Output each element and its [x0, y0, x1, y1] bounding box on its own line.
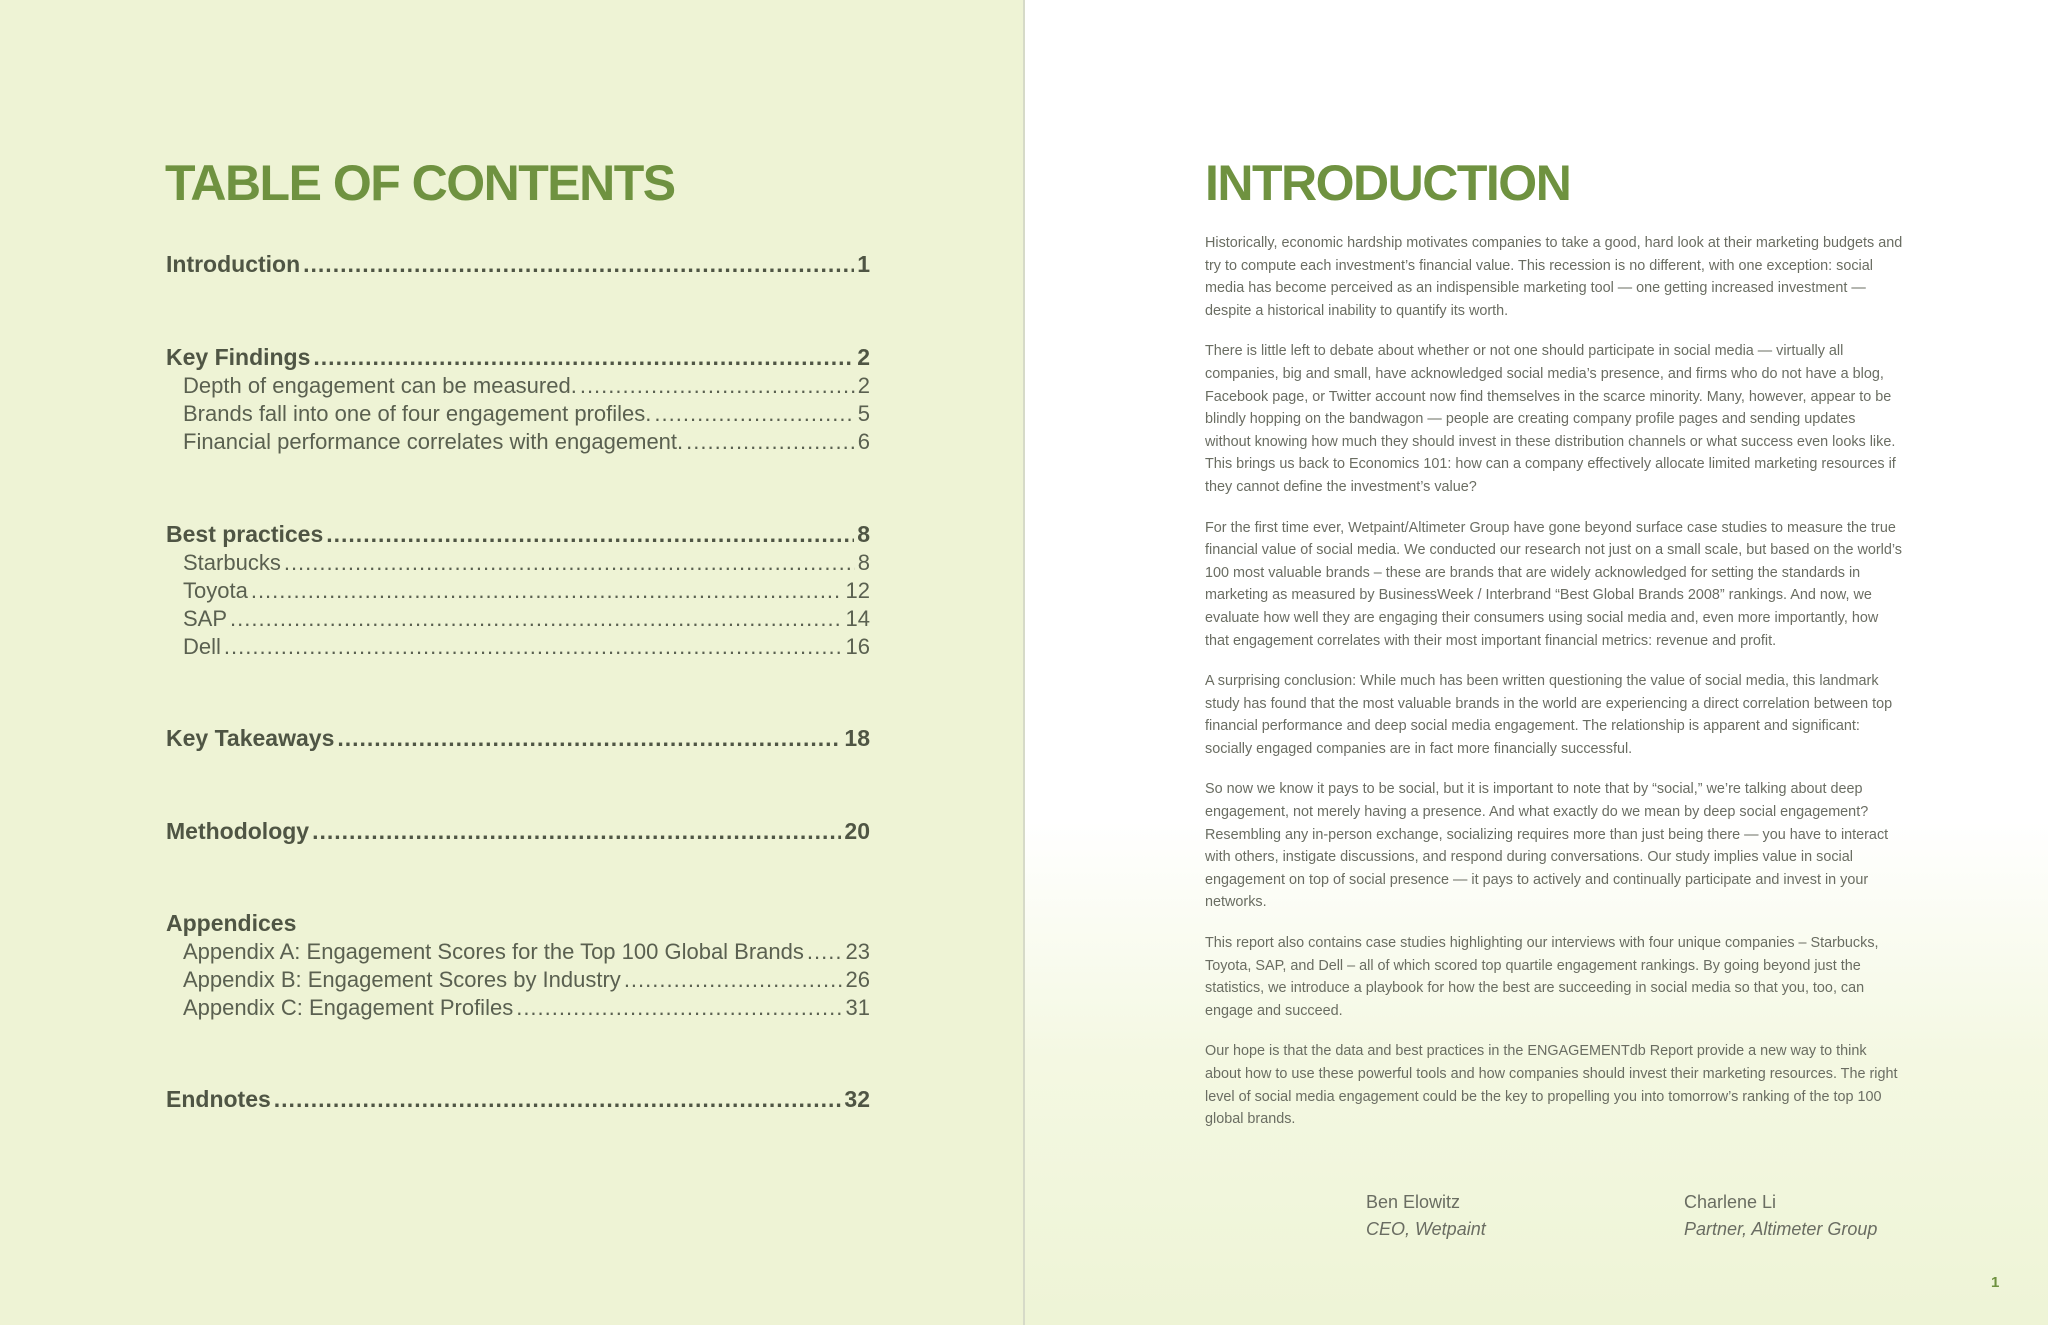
signature-charlene-li [1684, 1189, 1877, 1243]
toc-entry-page: 5 [857, 401, 870, 426]
signature-ben-elowitz [1366, 1189, 1486, 1243]
toc-leader [274, 1088, 842, 1111]
toc-entry-label: Key Findings [166, 344, 311, 370]
toc-entry-label: Endnotes [166, 1086, 271, 1112]
toc-entry-page: 8 [857, 550, 870, 575]
toc-entry-label: Appendices [166, 910, 297, 936]
toc-entry-page: 26 [845, 967, 870, 992]
toc-title: TABLE OF CONTENTS [165, 155, 675, 211]
toc-entry-label: Financial performance correlates with engagement. [183, 429, 684, 454]
toc-entry-toyota[interactable] [183, 580, 870, 602]
toc-entry-sap[interactable] [183, 608, 870, 630]
toc-entry-page: 8 [857, 521, 870, 547]
toc-entry-page: 18 [844, 725, 870, 751]
toc-entry-endnotes[interactable] [166, 1088, 870, 1111]
toc-entry-starbucks[interactable] [183, 552, 870, 574]
toc-entry-label: SAP [183, 606, 228, 631]
toc-leader [624, 969, 843, 991]
toc-leader [654, 403, 854, 425]
toc-entry-label: Starbucks [183, 550, 281, 575]
toc-entry-introduction[interactable] [166, 253, 870, 276]
toc-entry-appendix-a[interactable] [183, 941, 870, 963]
toc-entry-label: Key Takeaways [166, 725, 335, 751]
toc-leader [807, 941, 843, 963]
toc-leader [303, 253, 854, 276]
toc-entry-page: 32 [844, 1086, 870, 1112]
intro-paragraph: Our hope is that the data and best practices in the ENGAGEMENTdb Report provide a new way to think about how to use these powerful tools and how companies should invest their marketing resources. The right level of social media engagement could be the key to propelling you into tomorrow’s ranking of the top 100 global brands. [1205, 1043, 1898, 1128]
signature-role: Partner, Altimeter Group [1684, 1219, 1878, 1239]
toc-entry-engagement-profiles[interactable] [183, 403, 870, 425]
toc-entry-dell[interactable] [183, 636, 870, 658]
toc-entry-methodology[interactable] [166, 820, 870, 843]
toc-entry-page: 20 [844, 818, 870, 844]
toc-leader [326, 523, 854, 546]
toc-entry-page: 31 [845, 995, 870, 1020]
signature-role: CEO, Wetpaint [1366, 1219, 1486, 1239]
toc-entry-page: 2 [857, 373, 870, 398]
toc-leader [580, 375, 855, 397]
toc-entry-label: Depth of engagement can be measured. [183, 373, 577, 398]
intro-paragraph: So now we know it pays to be social, but it is important to note that by “social,” we’re talking about deep engagement, not merely having a presence. And what exactly do we mean by deep social engagement? Resembling any in-person exchange, socializing requires more than just being there — you have to interact with others, instigate discussions, and respond during conversations. Our study implies value in social engagement on top of social presence — it pays to actively and continually participate and invest in your networks. [1205, 781, 1889, 911]
toc-leader [337, 727, 841, 750]
intro-title: INTRODUCTION [1205, 155, 1571, 211]
toc-entry-page: 6 [857, 429, 870, 454]
toc-entry-label: Dell [183, 634, 221, 659]
toc-entry-label: Toyota [183, 578, 248, 603]
page-number: 1 [1991, 1274, 2000, 1291]
toc-entry-label: Appendix C: Engagement Profiles [183, 995, 514, 1020]
toc-entry-page: 14 [845, 606, 870, 631]
toc-entry-label: Appendix A: Engagement Scores for the Top 100 Global Brands [183, 939, 804, 964]
intro-paragraph: For the first time ever, Wetpaint/Altimeter Group have gone beyond surface case studies to measure the true financial value of social media. We conducted our research not just on a small scale, but based on the world’s 100 most valuable brands – these are brands that are widely acknowledged for setting the standards in marketing as measured by BusinessWeek / Interbrand “Best Global Brands 2008” rankings. And now, we evaluate how well they are engaging their consumers using social media and, even more importantly, how that engagement correlates with their most important financial metrics: revenue and profit. [1205, 519, 1903, 649]
toc-leader [251, 580, 843, 602]
toc-entry-appendix-c[interactable] [183, 997, 870, 1019]
toc-entry-label: Best practices [166, 521, 324, 547]
toc-entry-depth-of-engagement[interactable] [183, 375, 870, 397]
toc-entry-label: Brands fall into one of four engagement profiles. [183, 401, 652, 426]
toc-entry-page: 1 [857, 251, 870, 277]
toc-leader [313, 346, 854, 369]
toc-entry-appendix-b[interactable] [183, 969, 870, 991]
toc-entry-page: 23 [845, 939, 870, 964]
toc-leader [516, 997, 842, 1019]
toc-entry-appendices[interactable] [166, 912, 870, 935]
intro-paragraph: There is little left to debate about whether or not one should participate in social media — virtually all companies, big and small, have acknowledged social media’s presence, and firms who do not have a blog, Facebook page, or Twitter account now find themselves in the scarce minority. Many, however, appear to be blindly hopping on the bandwagon — people are creating company profile pages and sending updates without knowing how much they should invest in these distribution channels or what success even looks like. This brings us back to Economics 101: how can a company effectively allocate limited marketing resources if they cannot define the investment’s value? [1205, 343, 1896, 495]
table-of-contents-page [0, 0, 1023, 1325]
toc-entry-page: 16 [845, 634, 870, 659]
toc-entry-best-practices[interactable] [166, 523, 870, 546]
toc-entry-label: Introduction [166, 251, 301, 277]
toc-entry-page: 2 [857, 344, 870, 370]
toc-entry-label: Appendix B: Engagement Scores by Industry [183, 967, 621, 992]
signature-name: Ben Elowitz [1366, 1192, 1461, 1212]
toc-leader [230, 608, 842, 630]
toc-leader [284, 552, 855, 574]
intro-paragraph: Historically, economic hardship motivates companies to take a good, hard look at their marketing budgets and try to compute each investment’s financial value. This recession is no different, with one exception: social media has become perceived as an indispensible marketing tool — one getting increased investment — despite a historical inability to quantify its worth. [1205, 235, 1903, 319]
toc-entry-key-takeaways[interactable] [166, 727, 870, 750]
signature-name: Charlene Li [1684, 1192, 1777, 1212]
intro-paragraph: This report also contains case studies highlighting our interviews with four unique companies – Starbucks, Toyota, SAP, and Dell – all of which scored top quartile engagement rankings. By going beyond just the statistics, we introduce a playbook for how the best are succeeding in social media so that you, too, can engage and succeed. [1205, 935, 1879, 1019]
toc-leader [312, 820, 841, 843]
toc-entry-financial-performance[interactable] [183, 431, 870, 453]
toc-entry-page: 12 [845, 578, 870, 603]
toc-leader [686, 431, 855, 453]
toc-entry-key-findings[interactable] [166, 346, 870, 369]
intro-body [1205, 232, 1905, 1149]
toc-entry-label: Methodology [166, 818, 310, 844]
toc-leader [224, 636, 843, 658]
intro-paragraph: A surprising conclusion: While much has been written questioning the value of social media, this landmark study has found that the most valuable brands in the world are experiencing a direct correlation between top financial performance and deep social media engagement. The relationship is apparent and significant: socially engaged companies are in fact more financially successful. [1205, 673, 1893, 757]
